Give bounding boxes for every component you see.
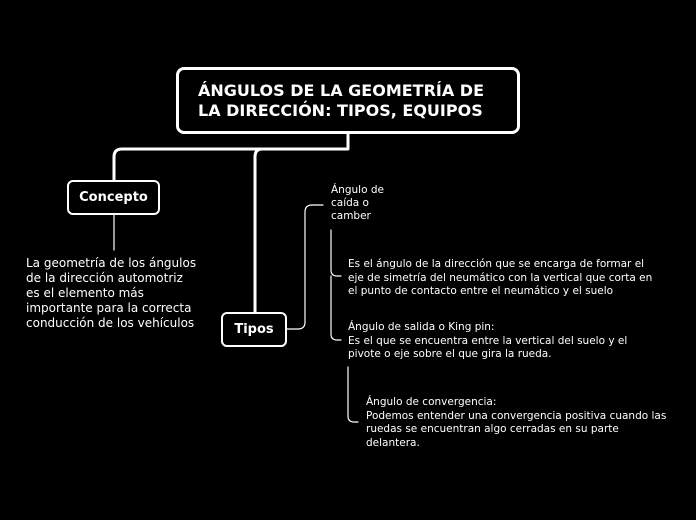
angulo-caida-description[interactable] <box>348 258 668 299</box>
concepto-text-line: es el elemento más <box>26 286 144 300</box>
concepto-text-line: conducción de los vehículos <box>26 316 195 330</box>
concepto-node[interactable] <box>67 180 160 215</box>
connector-root-to-concepto <box>114 134 348 180</box>
connector-root-to-tipos <box>255 149 262 312</box>
connector-caida-to-description <box>331 230 341 276</box>
angulo-caida-title-line: Ángulo de <box>331 184 384 196</box>
angulo-convergencia-topic[interactable] <box>366 396 676 450</box>
connector-caida-to-kingpin <box>331 276 341 340</box>
caida-description-line: el punto de contacto entre el neumático y el suelo <box>348 285 614 297</box>
root-title <box>198 81 484 121</box>
angulo-caida-title-line: camber <box>331 210 371 222</box>
convergencia-line: Ángulo de convergencia: <box>366 396 497 408</box>
angulo-caida-topic[interactable] <box>331 184 401 223</box>
concepto-text-line: de la dirección automotriz <box>26 271 183 285</box>
concepto-description <box>26 256 211 331</box>
convergencia-line: delantera. <box>366 436 420 449</box>
concepto-text-line: La geometría de los ángulos <box>26 256 197 270</box>
angulo-salida-king-pin-topic[interactable] <box>348 321 668 362</box>
king-pin-line: Es el que se encuentra entre la vertical del suelo y el <box>348 334 628 347</box>
root-title-line: ÁNGULOS DE LA GEOMETRÍA DE <box>198 80 485 100</box>
root-topic-node[interactable] <box>176 67 520 134</box>
caida-description-line: eje de simetría del neumático con la vertical que corta en <box>348 271 653 284</box>
root-title-line: LA DIRECCIÓN: TIPOS, EQUIPOS <box>198 100 483 120</box>
caida-description-line: Es el ángulo de la dirección que se encarga de formar el <box>348 258 645 270</box>
tipos-label: Tipos <box>234 322 274 337</box>
connector-to-convergencia <box>348 367 358 422</box>
king-pin-line: pivote o eje sobre el que gira la rueda. <box>348 348 552 360</box>
angulo-caida-title-line: caída o <box>331 197 369 209</box>
concepto-label: Concepto <box>79 190 148 205</box>
king-pin-line: Ángulo de salida o King pin: <box>348 321 495 333</box>
tipos-node[interactable] <box>221 312 287 347</box>
convergencia-line: Podemos entender una convergencia positiva cuando las <box>366 409 667 422</box>
concepto-text-line: importante para la correcta <box>26 301 192 315</box>
convergencia-line: ruedas se encuentran algo cerradas en su parte <box>366 423 619 435</box>
connector-tipos-to-caida <box>287 205 323 329</box>
